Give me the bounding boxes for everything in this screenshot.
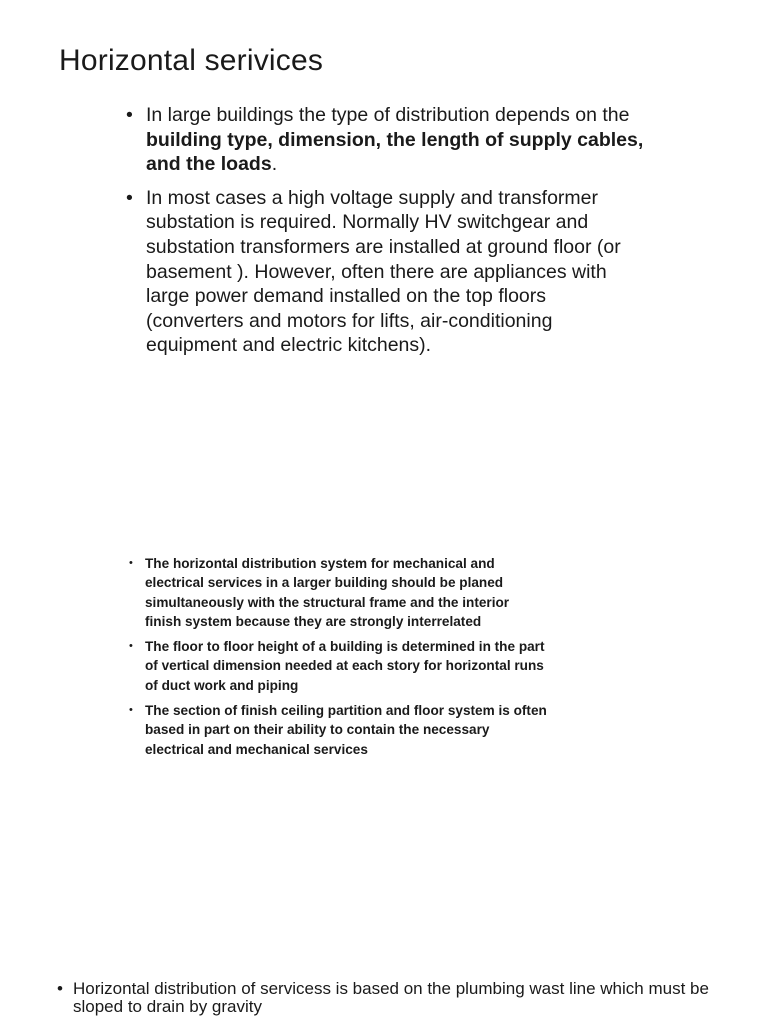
bullet-item bbox=[129, 637, 549, 695]
bullet-marker: • bbox=[57, 979, 63, 998]
bullet-marker: • bbox=[129, 640, 133, 653]
bullet-text: The floor to floor height of a building is determined in the part of vertical dimension needed at each story for horizontal runs of duct work and piping bbox=[145, 639, 545, 693]
bullet-text: The horizontal distribution system for mechanical and electrical services in a larger building should be planed simultaneously with the structural frame and the interior finish system because they are strongly interrelated bbox=[145, 556, 510, 629]
bullet-item bbox=[129, 554, 549, 631]
bullet-text-part: . bbox=[271, 153, 278, 176]
bullet-text-part: In large buildings the type of distribution depends on the bbox=[146, 104, 630, 126]
main-bullet-list bbox=[126, 103, 646, 367]
detail-bullet-list bbox=[129, 554, 549, 765]
page-title: Horizontal serivices bbox=[59, 44, 324, 77]
bullet-item bbox=[126, 186, 646, 358]
bullet-item bbox=[129, 701, 549, 759]
bullet-text-emphasis: building type, dimension, the length of supply cables, and the loads bbox=[146, 128, 644, 176]
bullet-item bbox=[126, 103, 646, 177]
bullet-marker: • bbox=[126, 104, 133, 126]
bullet-marker: • bbox=[126, 186, 133, 209]
bullet-item bbox=[57, 980, 757, 1015]
bullet-marker: • bbox=[129, 557, 133, 569]
bullet-text: Horizontal distribution of servicess is based on the plumbing wast line which must be sloped to drain by gravity bbox=[73, 979, 709, 1016]
bottom-bullet-list bbox=[57, 980, 757, 1015]
bullet-text: The section of finish ceiling partition and floor system is often based in part on their ability to contain the necessary electrical and mechanical services bbox=[145, 703, 547, 757]
bullet-marker: • bbox=[129, 704, 133, 717]
bullet-text: In most cases a high voltage supply and transformer substation is required. Normally HV switchgear and substation transformers are installed at ground floor (or basement ). However, often there are appliances with large power demand installed on the top floors (converters and motors for lifts, air-conditioning equipment and electric kitchens). bbox=[146, 186, 621, 357]
